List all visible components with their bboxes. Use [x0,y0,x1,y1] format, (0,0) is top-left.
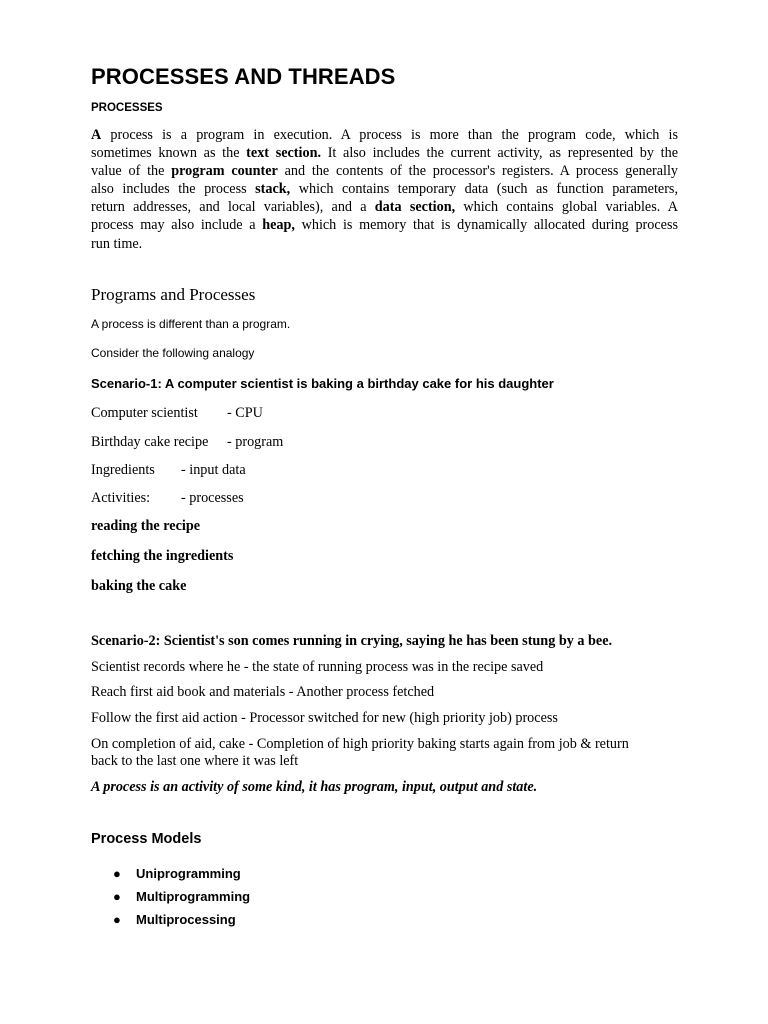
analogy-value: - input data [181,462,246,478]
paragraph-line [91,180,678,198]
text-run: also includes the process [91,181,256,198]
completion-line: On completion of aid, cake - Completion of high priority baking starts again from job & return [91,736,629,752]
text-run: value of the [91,163,172,180]
analogy-key: Activities: [91,490,151,506]
model-label: Multiprogramming [136,889,251,904]
process-models-list [91,862,250,931]
page-title: PROCESSES AND THREADS [91,64,396,89]
paragraph-line [91,144,678,162]
intro-paragraph [91,126,678,253]
scenario2-completion [91,736,678,770]
analogy-value: - CPU [227,405,263,421]
bold-term: heap, [262,217,295,234]
text-run: It also includes the current activity, as represented by the [321,145,678,162]
model-label: Multiprocessing [136,912,236,927]
paragraph-line [91,198,678,216]
bold-term: data section, [374,199,456,216]
programs-heading: Programs and Processes [91,285,256,304]
bullet-icon: ● [113,889,121,904]
completion-line: back to the last one where it was left [91,753,299,769]
scenario1-heading: Scenario-1: A computer scientist is baking a birthday cake for his daughter [91,376,554,391]
scenario2-line: Reach first aid book and materials - Another process fetched [91,684,435,700]
bullet-icon: ● [113,866,121,881]
text-run: and the contents of the processor's registers. A process generally [277,163,678,180]
analogy-key: Ingredients [91,462,155,478]
analogy-row [91,434,284,451]
text-run: which contains global variables. A [455,199,678,216]
text-run: return addresses, and local variables), and a [91,199,375,216]
bold-term: program counter [171,163,278,180]
paragraph-line [91,162,678,180]
scenario2-line: Follow the first aid action - Processor switched for new (high priority job) process [91,710,558,726]
section-subheading: PROCESSES [91,102,163,114]
paragraph-line [91,216,678,234]
scenario2-line: Scientist records where he - the state of running process was in the recipe saved [91,659,544,675]
analogy-key: Birthday cake recipe [91,434,209,450]
paragraph-line [91,235,678,253]
bullet-icon: ● [113,912,121,927]
scenario2-heading: Scenario-2: Scientist's son comes running in crying, saying he has been stung by a bee. [91,633,613,649]
programs-line-1: A process is different than a program. [91,317,291,331]
programs-line-2: Consider the following analogy [91,346,255,360]
list-item [91,908,250,931]
list-item [91,862,250,885]
bold-term: stack, [255,181,291,198]
analogy-value: - program [227,434,284,450]
analogy-key: Computer scientist [91,405,198,421]
bold-term: text section. [246,145,322,162]
bold-term: A [91,127,102,143]
list-item [91,885,250,908]
analogy-row [91,490,244,507]
text-run: process is a program in execution. A process is more than the program code, which is [101,127,678,143]
process-definition: A process is an activity of some kind, it has program, input, output and state. [91,779,538,795]
activity-item: baking the cake [91,578,187,594]
model-label: Uniprogramming [136,866,241,881]
text-run: which contains temporary data (such as function parameters, [290,181,678,198]
text-run: which is memory that is dynamically allocated during process [294,217,678,234]
analogy-row [91,462,246,479]
analogy-row [91,405,263,422]
analogy-value: - processes [181,490,244,506]
process-models-heading: Process Models [91,831,202,847]
text-run: process may also include a [91,217,263,234]
activity-item: reading the recipe [91,518,201,534]
text-run: sometimes known as the [91,145,247,162]
paragraph-line [91,126,678,144]
activity-item: fetching the ingredients [91,548,234,564]
text-run: run time. [91,235,143,252]
